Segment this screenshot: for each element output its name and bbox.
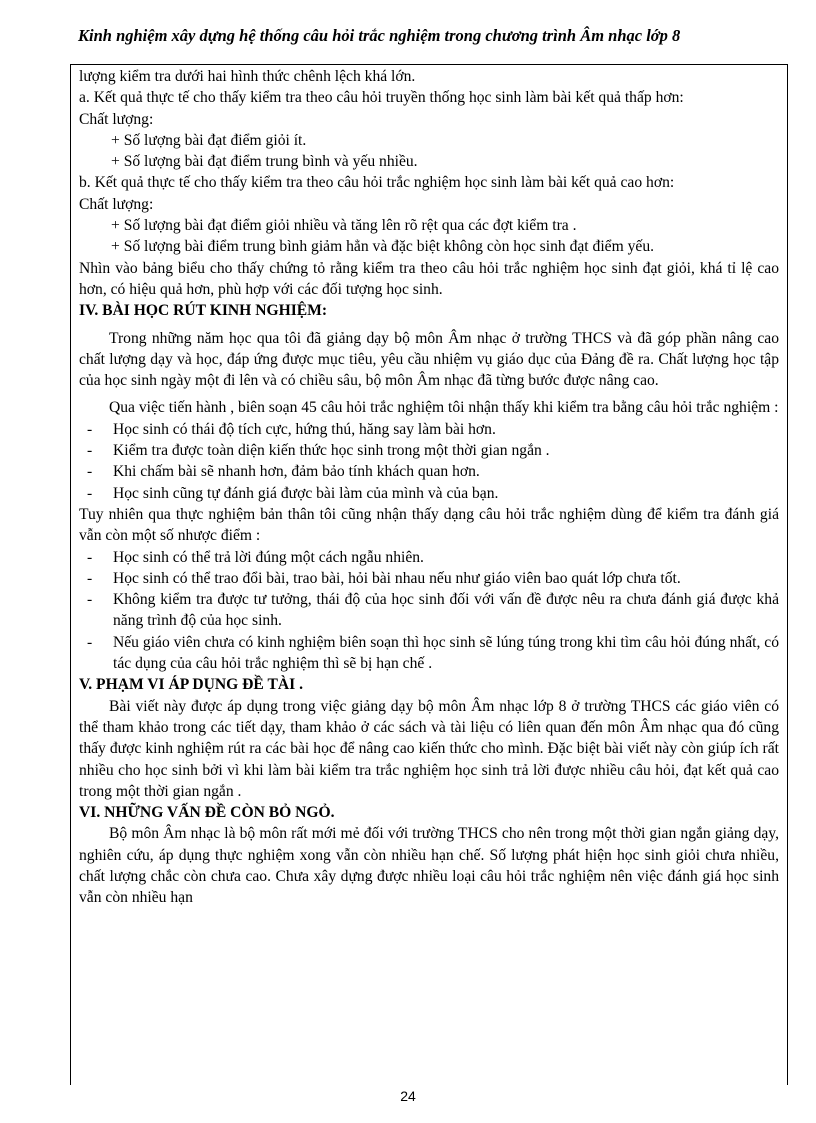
list-item (79, 483, 779, 504)
disadvantage-text: Học sinh có thể trả lời đúng một cách ngẫu nhiên. (113, 548, 424, 566)
dash-bullet-icon: - (87, 591, 93, 609)
heading-section-v: V. PHẠM VI ÁP DỤNG ĐỀ TÀI . (79, 676, 303, 694)
list-item (79, 568, 779, 589)
dash-bullet-icon: - (87, 569, 93, 587)
heading-section-vi: VI. NHỮNG VẤN ĐỀ CÒN BỎ NGỎ. (79, 804, 335, 822)
paragraph-result-a: a. Kết quả thực tế cho thấy kiểm tra theo câu hỏi truyền thống học sinh làm bài kết quả thấp hơn: (79, 89, 684, 107)
paragraph-vi: Bộ môn Âm nhạc là bộ môn rất mới mẻ đối với trường THCS cho nên trong một thời gian ngắn giảng dạy, nghiên cứu, áp dụng thực nghiệm xong vẫn còn nhiều hạn chế. Số lượng phát hiện học sinh giỏi chưa nhiều, chất lượng chắc còn chưa cao. Chưa xây dựng được nhiều loại câu hỏi trắc nghiệm nên việc đánh giá học sinh vẫn còn nhiều hạn (79, 825, 779, 907)
page-number: 24 (400, 1088, 416, 1104)
paragraph-iv-1: Trong những năm học qua tôi đã giảng dạy bộ môn Âm nhạc ở trường THCS và đã góp phần nâng cao chất lượng dạy và học, đáp ứng được mục tiêu, yêu cầu nhiệm vụ giáo dục của Đảng đề ra. Chất lượng học tập của học sinh ngày một đi lên và có chiều sâu, bộ môn Âm nhạc đã từng bước được nâng cao. (79, 329, 779, 390)
dash-bullet-icon: - (87, 463, 93, 481)
paragraph-iv-2: Qua việc tiến hành , biên soạn 45 câu hỏi trắc nghiệm tôi nhận thấy khi kiểm tra bằng câu hỏi trắc nghiệm : (109, 399, 779, 417)
page-header-title: Kinh nghiệm xây dựng hệ thống câu hỏi trắc nghiệm trong chương trình Âm nhạc lớp 8 (78, 26, 681, 45)
paragraph-v: Bài viết này được áp dụng trong việc giảng dạy bộ môn Âm nhạc lớp 8 ở trường THCS các giáo viên có thể tham khảo trong các tiết dạy, tham khảo ở các sách và tài liệu có liên quan đến môn Âm nhạc qua đó cũng thấy được kinh nghiệm rút ra các bài học để nâng cao kiến thức cho mình. Đặc biệt bài viết này còn giúp ích rất nhiều cho học sinh bởi vì khi làm bài kiểm tra trắc nghiệm học sinh trả lời được nhiều câu hỏi, đạt kết quả cao trong một thời gian ngắn . (79, 697, 779, 800)
dash-bullet-icon: - (87, 548, 93, 566)
quality-label: Chất lượng: (79, 195, 154, 213)
paragraph-iv-3: Tuy nhiên qua thực nghiệm bản thân tôi cũng nhận thấy dạng câu hỏi trắc nghiệm dùng để kiểm tra đánh giá vẫn còn một số nhược điểm : (79, 505, 779, 545)
heading-section-iv: IV. BÀI HỌC RÚT KINH NGHIỆM: (79, 302, 328, 320)
paragraph-intro: lượng kiểm tra dưới hai hình thức chênh lệch khá lớn. (79, 68, 416, 85)
dash-bullet-icon: - (87, 420, 93, 438)
result-a-item: + Số lượng bài đạt điểm trung bình và yếu nhiều. (111, 153, 418, 171)
list-item (79, 589, 779, 632)
result-a-item: + Số lượng bài đạt điểm giỏi ít. (111, 131, 307, 149)
dash-bullet-icon: - (87, 442, 93, 460)
result-b-item: + Số lượng bài điểm trung bình giảm hẳn và đặc biệt không còn học sinh đạt điểm yếu. (111, 238, 655, 256)
paragraph-conclusion: Nhìn vào bảng biểu cho thấy chứng tỏ rằng kiểm tra theo câu hỏi trắc nghiệm học sinh đạt giỏi, khá tỉ lệ cao hơn, có hiệu quả hơn, phù hợp với các đối tượng học sinh. (79, 259, 779, 298)
list-item (79, 440, 779, 461)
disadvantage-text: Học sinh có thể trao đổi bài, trao bài, hỏi bài nhau nếu như giáo viên bao quát lớp chưa tốt. (113, 569, 681, 587)
result-b-item: + Số lượng bài đạt điểm giỏi nhiều và tăng lên rõ rệt qua các đợt kiểm tra . (111, 217, 577, 235)
advantage-text: Khi chấm bài sẽ nhanh hơn, đảm bảo tính khách quan hơn. (113, 463, 480, 481)
advantage-text: Học sinh cũng tự đánh giá được bài làm của mình và của bạn. (113, 484, 499, 502)
disadvantage-text: Không kiểm tra được tư tưởng, thái độ của học sinh đối với vấn đề được nêu ra chưa đánh giá được khả năng trình độ của học sinh. (113, 591, 779, 630)
advantage-text: Kiểm tra được toàn diện kiến thức học sinh trong một thời gian ngắn . (113, 442, 550, 460)
list-item (79, 632, 779, 675)
quality-label: Chất lượng: (79, 110, 154, 128)
dash-bullet-icon: - (87, 633, 93, 651)
document-body (79, 66, 779, 909)
paragraph-result-b: b. Kết quả thực tế cho thấy kiểm tra theo câu hỏi trắc nghiệm học sinh làm bài kết quả cao hơn: (79, 174, 675, 192)
disadvantage-text: Nếu giáo viên chưa có kinh nghiệm biên soạn thì học sinh sẽ lúng túng trong khi tìm câu hỏi đúng nhất, có tác dụng của câu hỏi trắc nghiệm thì sẽ bị hạn chế . (113, 633, 779, 673)
list-item (79, 547, 779, 568)
dash-bullet-icon: - (87, 484, 93, 502)
advantage-text: Học sinh có thái độ tích cực, hứng thú, hăng say làm bài hơn. (113, 420, 496, 438)
list-item (79, 419, 779, 440)
list-item (79, 461, 779, 482)
